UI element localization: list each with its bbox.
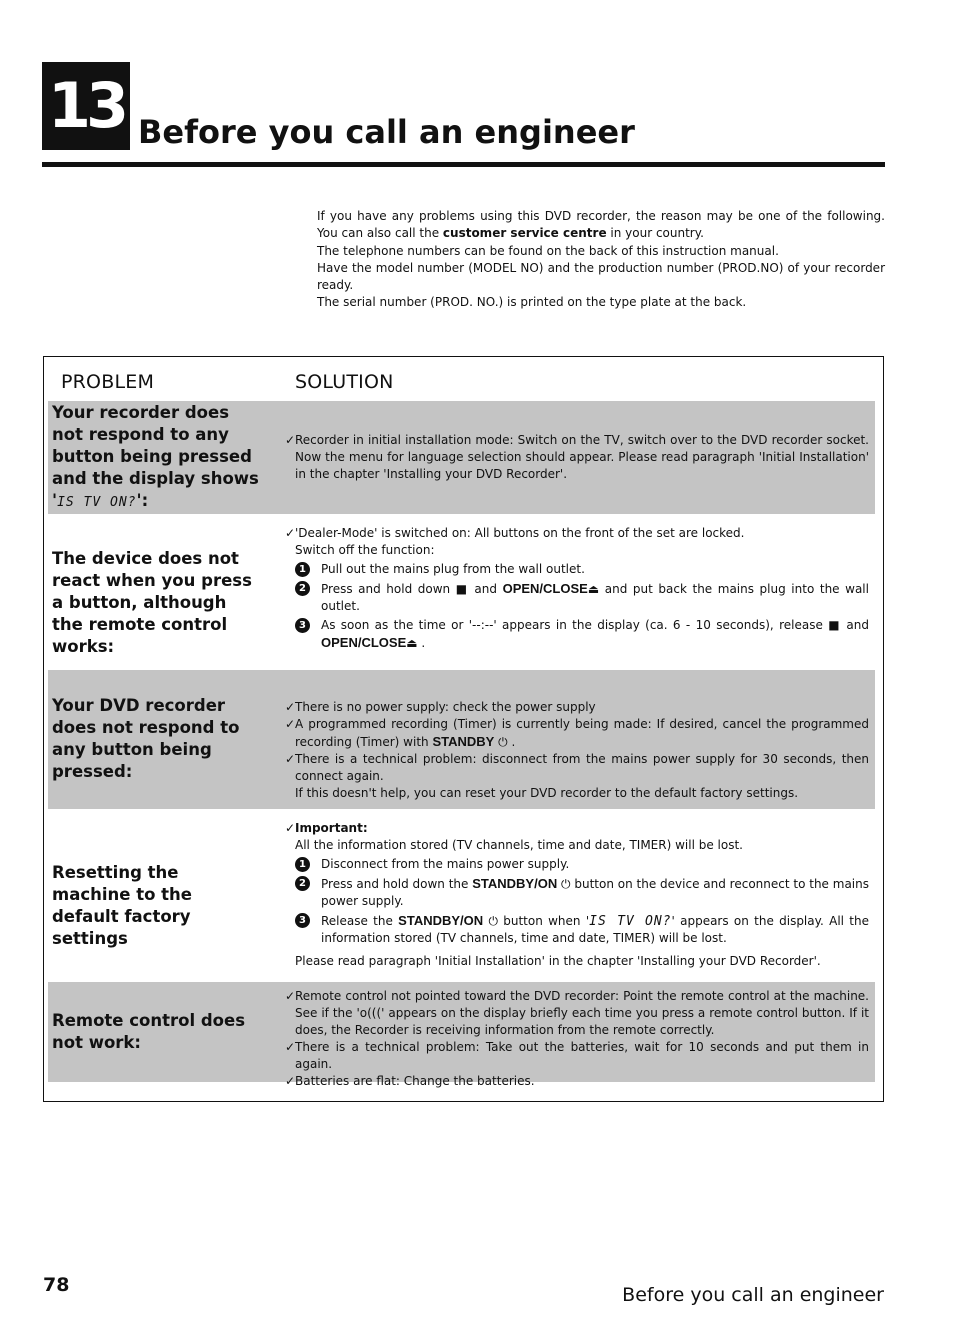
chapter-number-badge: 13	[42, 62, 130, 150]
open-close-button-label: OPEN/CLOSE	[321, 635, 407, 650]
step-number-icon: 2	[295, 876, 310, 891]
check-icon: ✓	[285, 433, 296, 447]
eject-icon: ⏏	[406, 636, 418, 650]
problem-text: Resetting the machine to the default factory settings	[52, 863, 192, 948]
standby-on-button-label: STANDBY/ON	[398, 913, 484, 928]
power-icon: ⏻	[488, 914, 498, 928]
solution-text: ✓Remote control not pointed toward the DVD recorder: Point the remote control at the machine. See if the 'o(((' appears on the display briefly each time you press a remote control button. If it does, the Recorder is receiving information from the remote correctly. ✓There is a technical problem: Take out the batteries, wait for 10 seconds and put them in again. ✓Batteries are flat: Change the batteries.	[285, 989, 869, 1088]
title-divider	[42, 162, 885, 167]
solution-text: ✓There is no power supply: check the power supply ✓A programmed recording (Timer) is currently being made: If desired, cancel the programmed recording (Timer) with STANDBY ⏻ . ✓There is a technical problem: disconnect from the mains power supply for 30 seconds, then connect again. If this doesn't help, you can reset your DVD recorder to the default factory settings.	[285, 700, 869, 800]
table-row	[48, 514, 875, 670]
check-icon: ✓	[285, 717, 296, 731]
power-icon: ⏻	[498, 735, 508, 749]
page-title: Before you call an engineer	[138, 113, 635, 151]
check-icon: ✓	[285, 526, 296, 540]
power-icon: ⏻	[561, 877, 571, 891]
intro-paragraph-3: Have the model number (MODEL NO) and the production number (PROD.NO) of your recorder ready.	[317, 260, 885, 293]
problem-text: Remote control does not work:	[52, 1011, 246, 1052]
problem-text: The device does not react when you press a button, although the remote control works:	[52, 549, 252, 656]
step-3: 3 As soon as the time or '--:--' appears in the display (ca. 6 - 10 seconds), release ■ and OPEN/CLOSE⏏ .	[285, 617, 869, 652]
solution-text: ✓Recorder in initial installation mode: Switch on the TV, switch over to the DVD recorder socket. Now the menu for language selection should appear. Please read paragraph 'Initial Installation' in the chapter 'Installing your DVD Recorder'.	[285, 433, 869, 481]
lcd-display-text: IS TV ON?	[57, 495, 137, 510]
step-number-icon: 3	[295, 913, 310, 928]
check-icon: ✓	[285, 752, 296, 766]
step-number-icon: 1	[295, 562, 310, 577]
step-2: 2 Press and hold down the STANDBY/ON ⏻ button on the device and reconnect to the mains power supply.	[285, 875, 869, 910]
check-icon: ✓	[285, 1040, 296, 1054]
footer-title: Before you call an engineer	[622, 1284, 884, 1306]
step-2: 2 Press and hold down ■ and OPEN/CLOSE⏏ and put back the mains plug into the wall outlet.	[285, 580, 869, 615]
stop-icon: ■	[828, 618, 842, 632]
standby-button-label: STANDBY	[432, 734, 495, 749]
solution-text: ✓Important: All the information stored (TV channels, time and date, TIMER) will be lost. 1 Disconnect from the mains power supply. 2 Press and hold down the STANDBY/ON ⏻ button on the device and reconnect to the mains power supply. 3 Release the STANDBY/ON ⏻ button when 'IS TV ON?' appears on the display. All the information stored (TV channels, time and date, TIMER) will be lost. Please read paragraph 'Initial Installation' in the chapter 'Installing your DVD Recorder'.	[285, 821, 869, 968]
open-close-button-label: OPEN/CLOSE	[502, 581, 588, 596]
check-icon: ✓	[285, 1074, 296, 1088]
intro-paragraph-1: If you have any problems using this DVD recorder, the reason may be one of the following. You can also call the customer service centre in your country.	[317, 209, 885, 241]
step-3: 3 Release the STANDBY/ON ⏻ button when 'IS TV ON?' appears on the display. All the information stored (TV channels, time and date, TIMER) will be lost.	[285, 912, 869, 947]
lcd-display-text: IS TV ON?	[589, 914, 672, 929]
step-1: 1 Disconnect from the mains power supply.	[285, 856, 869, 873]
intro-text	[317, 208, 885, 312]
table-row	[48, 401, 875, 514]
table-row	[48, 809, 875, 982]
eject-icon: ⏏	[587, 582, 600, 596]
step-number-icon: 1	[295, 857, 310, 872]
solution-column-header: SOLUTION	[295, 371, 394, 393]
check-icon: ✓	[285, 700, 296, 714]
step-number-icon: 2	[295, 581, 310, 596]
standby-on-button-label: STANDBY/ON	[472, 876, 558, 891]
customer-service-emphasis: customer service centre	[442, 226, 607, 241]
solution-text: ✓'Dealer-Mode' is switched on: All buttons on the front of the set are locked. Switch off the function: 1 Pull out the mains plug from the wall outlet. 2 Press and hold down ■ and OPEN/CLOSE⏏ and put back the mains plug into the wall outlet. 3 As soon as the time or '--:--' appears in the display (ca. 6 - 10 seconds), release ■ and OPEN/CLOSE⏏ .	[285, 526, 869, 650]
check-icon: ✓	[285, 821, 296, 835]
page-number: 78	[43, 1274, 70, 1296]
step-1: 1 Pull out the mains plug from the wall outlet.	[285, 561, 869, 578]
step-number-icon: 3	[295, 618, 310, 633]
stop-icon: ■	[455, 582, 469, 596]
intro-paragraph-4: The serial number (PROD. NO.) is printed on the type plate at the back.	[317, 295, 747, 310]
problem-column-header: PROBLEM	[61, 371, 155, 393]
problem-text: Your DVD recorder does not respond to any button being pressed:	[52, 696, 240, 781]
table-row	[48, 670, 875, 809]
problem-text: Your recorder does not respond to any button being pressed and the display shows 'IS TV ON?':	[52, 403, 259, 510]
table-row	[48, 982, 875, 1088]
intro-paragraph-2: The telephone numbers can be found on the back of this instruction manual.	[317, 243, 779, 258]
check-icon: ✓	[285, 989, 296, 1003]
